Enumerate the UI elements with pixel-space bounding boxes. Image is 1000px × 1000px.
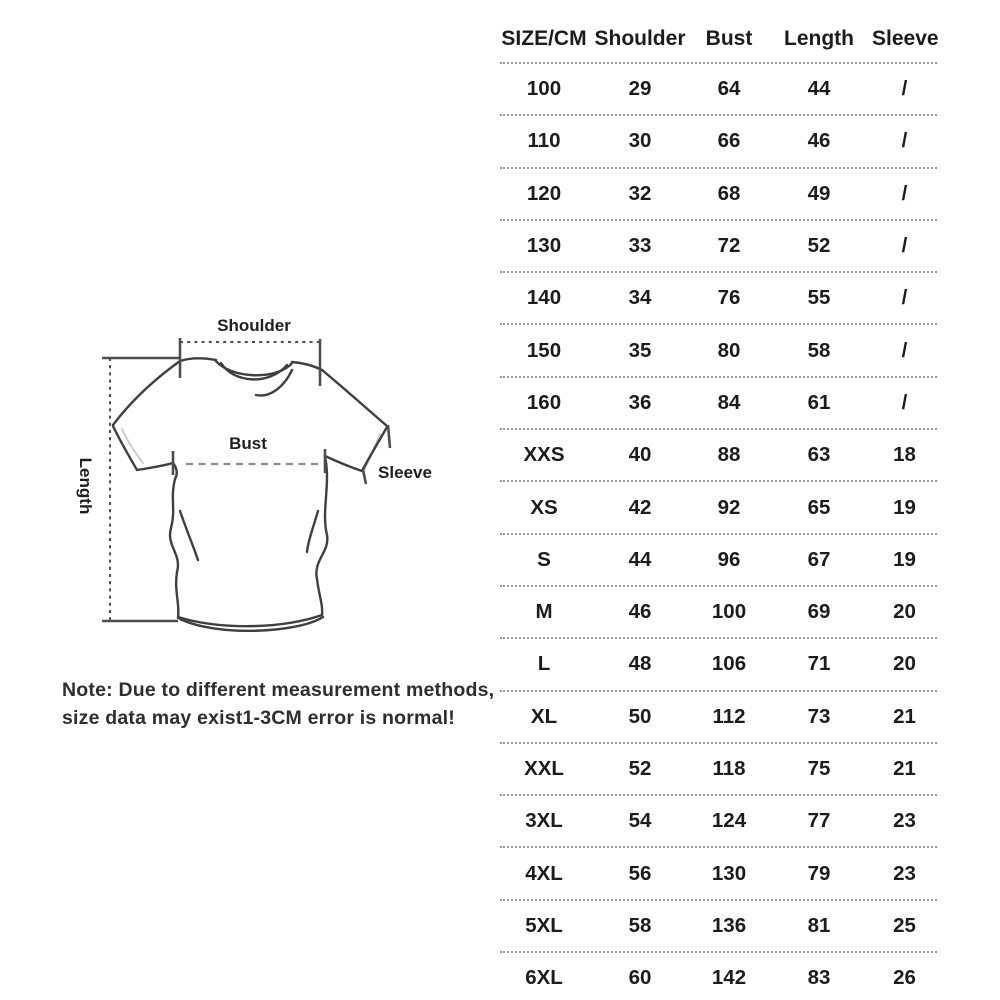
bust-cell: 92 xyxy=(717,495,741,519)
sleeve-cell: / xyxy=(901,129,908,153)
length-cell: 46 xyxy=(807,129,831,153)
length-cell: 77 xyxy=(807,809,831,833)
bust-cell: 142 xyxy=(711,966,747,990)
length-label: Length xyxy=(76,457,95,515)
table-row xyxy=(500,535,937,587)
collar-outer xyxy=(215,360,293,375)
length-cell: 65 xyxy=(807,495,831,519)
right-shoulder-seam xyxy=(292,362,322,370)
shoulder-cell: 34 xyxy=(628,286,652,310)
bust-cell: 68 xyxy=(717,181,741,205)
size-cell: 140 xyxy=(526,286,562,310)
sleeve-cell: 23 xyxy=(893,861,916,885)
left-body-side xyxy=(170,463,178,618)
size-cell: 150 xyxy=(526,338,562,362)
table-row xyxy=(500,953,937,1000)
sleeve-cell: 25 xyxy=(893,913,916,937)
size-cell: M xyxy=(535,600,553,624)
shoulder-cell: 50 xyxy=(628,704,652,728)
bust-cell: 66 xyxy=(717,129,741,153)
table-row xyxy=(500,64,937,116)
size-cell: XS xyxy=(530,495,558,519)
sleeve-cell: / xyxy=(901,234,908,258)
shoulder-cell: 52 xyxy=(628,757,652,780)
table-row xyxy=(500,169,937,221)
table-row xyxy=(500,639,937,691)
sleeve-cell: 19 xyxy=(893,495,916,519)
size-table-body xyxy=(500,64,937,1000)
shoulder-cell: 58 xyxy=(628,913,652,937)
sleeve-label: Sleeve xyxy=(378,463,432,482)
size-cell: 110 xyxy=(527,129,561,153)
length-cell: 79 xyxy=(807,861,831,885)
size-cell: 6XL xyxy=(525,966,563,990)
sleeve-cell: / xyxy=(901,181,908,205)
length-cell: 49 xyxy=(807,181,831,205)
sleeve-cell: 26 xyxy=(893,966,916,990)
hem-fold xyxy=(180,617,323,631)
shoulder-cell: 42 xyxy=(628,495,652,519)
length-cell: 73 xyxy=(807,704,831,728)
shoulder-cell: 36 xyxy=(628,390,652,414)
shoulder-label: Shoulder xyxy=(217,316,291,335)
shoulder-cell: 35 xyxy=(628,338,652,362)
left-shoulder-seam xyxy=(180,358,216,361)
bust-cell: 112 xyxy=(712,704,746,728)
bust-cell: 72 xyxy=(717,234,741,258)
sleeve-cell: / xyxy=(901,390,908,414)
left-sleeve-outer xyxy=(113,361,180,425)
size-cell: XXL xyxy=(524,757,564,780)
sleeve-cell: 18 xyxy=(893,443,916,467)
right-body-side xyxy=(316,456,327,615)
header-sleeve: Sleeve xyxy=(872,26,939,50)
length-cell: 58 xyxy=(807,338,831,362)
bust-cell: 96 xyxy=(717,547,741,571)
bust-cell: 118 xyxy=(712,757,746,780)
right-fold-line xyxy=(307,511,318,552)
shoulder-cell: 29 xyxy=(628,77,652,101)
length-cell: 67 xyxy=(807,547,831,571)
bust-cell: 84 xyxy=(717,390,741,414)
measurement-note xyxy=(62,676,494,732)
length-cell: 61 xyxy=(807,390,831,414)
table-row xyxy=(500,744,937,796)
sleeve-cell: 21 xyxy=(893,757,916,780)
sleeve-cell: / xyxy=(901,77,908,101)
left-sleeve-bottom xyxy=(137,463,173,470)
tshirt-measurement-diagram xyxy=(50,298,480,683)
shoulder-cell: 30 xyxy=(628,129,652,153)
shoulder-cell: 32 xyxy=(628,181,652,205)
shoulder-cell: 46 xyxy=(628,600,652,624)
table-row xyxy=(500,692,937,744)
table-row xyxy=(500,221,937,273)
bust-cell: 64 xyxy=(717,77,741,101)
table-header-row xyxy=(500,15,937,64)
header-size-cm: SIZE/CM xyxy=(501,26,587,50)
length-cell: 63 xyxy=(807,443,831,467)
size-cell: 130 xyxy=(526,234,562,258)
length-cell: 52 xyxy=(807,234,831,258)
sleeve-cell: / xyxy=(901,338,908,362)
shoulder-cell: 48 xyxy=(628,652,652,676)
length-cell: 81 xyxy=(807,913,831,937)
shoulder-cell: 44 xyxy=(628,547,652,571)
left-fold-line xyxy=(180,511,198,560)
length-cell: 55 xyxy=(807,286,831,310)
shoulder-cell: 40 xyxy=(628,443,652,467)
note-line-2: size data may exist1-3CM error is normal! xyxy=(62,707,455,729)
size-cell: 3XL xyxy=(525,809,563,833)
size-cell: XXS xyxy=(523,443,565,467)
length-cell: 71 xyxy=(807,652,831,676)
table-row xyxy=(500,848,937,900)
bust-cell: 76 xyxy=(717,286,741,310)
size-cell: XL xyxy=(530,704,558,728)
bust-label: Bust xyxy=(229,434,267,453)
sleeve-cell: 20 xyxy=(893,652,916,676)
sleeve-cell: 19 xyxy=(893,547,916,571)
bust-cell: 106 xyxy=(711,652,747,676)
size-cell: 4XL xyxy=(525,861,563,885)
bust-cell: 100 xyxy=(711,600,747,624)
length-cell: 44 xyxy=(807,77,831,101)
table-row xyxy=(500,587,937,639)
shoulder-cell: 54 xyxy=(628,809,652,833)
size-cell: 120 xyxy=(526,181,562,205)
size-cell: 5XL xyxy=(525,913,563,937)
bust-cell: 136 xyxy=(711,913,747,937)
sleeve-tick xyxy=(388,425,390,448)
size-table xyxy=(500,15,937,1000)
length-cell: 69 xyxy=(807,600,831,624)
length-cell: 83 xyxy=(807,966,831,990)
sleeve-cell: 20 xyxy=(893,600,916,624)
sleeve-cell: 21 xyxy=(893,704,916,728)
right-sleeve-outer xyxy=(322,370,387,426)
shoulder-cell: 33 xyxy=(628,234,652,258)
table-row xyxy=(500,796,937,848)
table-row xyxy=(500,325,937,377)
size-cell: 100 xyxy=(526,77,562,101)
table-row xyxy=(500,430,937,482)
size-cell: S xyxy=(537,547,551,571)
shoulder-cell: 60 xyxy=(628,966,652,990)
size-cell: 160 xyxy=(526,390,562,414)
sleeve-cell: / xyxy=(901,286,908,310)
note-line-1: Note: Due to different measurement methods, xyxy=(62,679,495,701)
right-sleeve-bottom xyxy=(325,456,362,471)
tshirt-outline-graphic xyxy=(50,298,480,683)
bust-cell: 124 xyxy=(711,809,747,833)
table-row xyxy=(500,901,937,953)
header-bust: Bust xyxy=(705,26,753,50)
table-row xyxy=(500,273,937,325)
shoulder-cell: 56 xyxy=(628,861,652,885)
bust-cell: 130 xyxy=(711,861,747,885)
bust-cell: 88 xyxy=(717,443,741,467)
length-cell: 75 xyxy=(807,757,831,780)
header-shoulder: Shoulder xyxy=(594,26,686,50)
header-length: Length xyxy=(784,26,854,50)
size-cell: L xyxy=(537,652,551,676)
table-row xyxy=(500,482,937,534)
table-row xyxy=(500,378,937,430)
table-row xyxy=(500,116,937,168)
bust-cell: 80 xyxy=(717,338,741,362)
sleeve-cell: 23 xyxy=(893,809,916,833)
